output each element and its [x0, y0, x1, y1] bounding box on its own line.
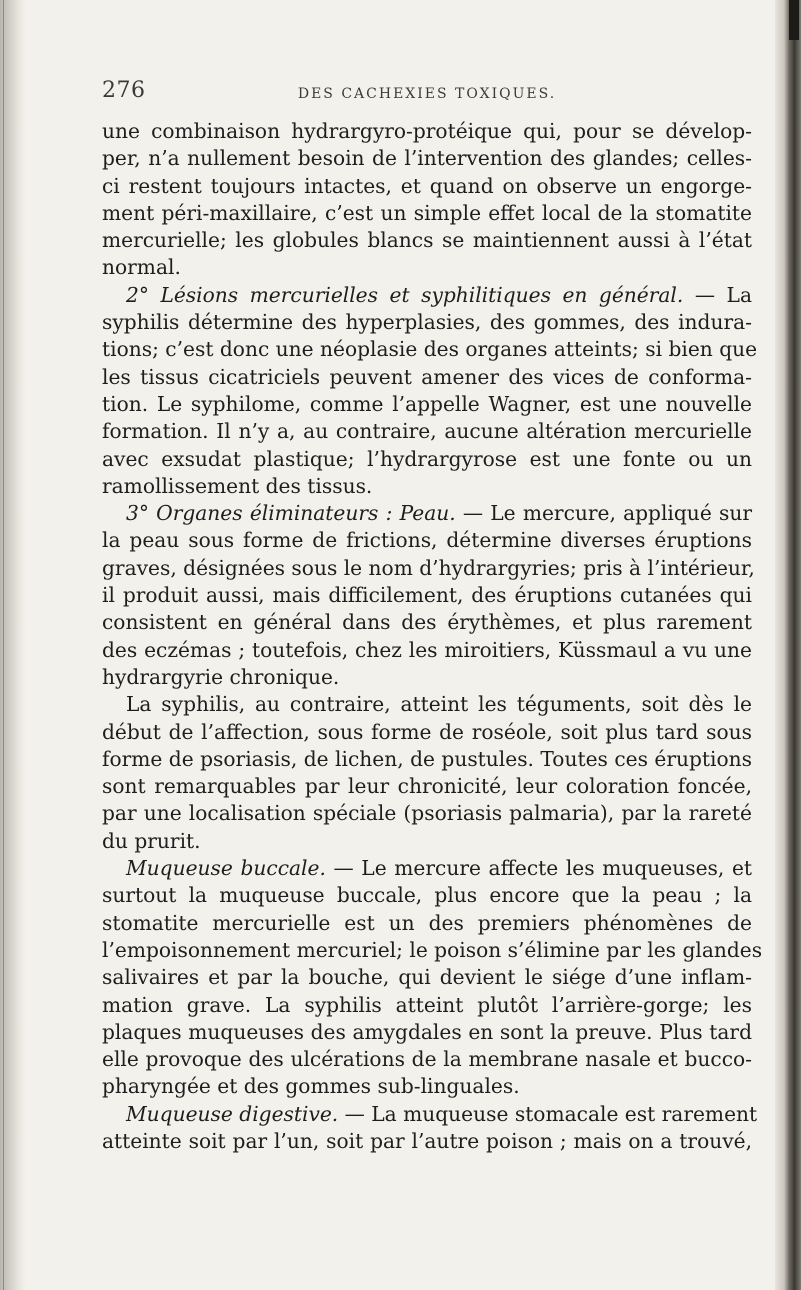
paragraph-2 [102, 282, 758, 500]
text-line: salivaires et par la bouche, qui devient le siége d’une inflam- [102, 965, 752, 990]
text-line: avec exsudat plastique; l’hydrargyrose est une fonte ou un [102, 446, 752, 471]
first-line-text: — Le mercure affecte les muqueuses, et [325, 856, 753, 881]
text-line: pharyngée et des gommes sub-linguales. [102, 1074, 520, 1099]
first-line-text: — La muqueuse stomacale est rarement [338, 1101, 758, 1126]
text-line: surtout la muqueuse buccale, plus encore que la peau ; la [102, 883, 752, 908]
first-line [102, 500, 752, 527]
paragraph-1 [102, 118, 752, 282]
text-line: ci restent toujours intactes, et quand on observe un engorge- [102, 173, 752, 198]
text-line: mercurielle; les globules blancs se maintiennent aussi à l’état [102, 228, 752, 253]
text-line: per, n’a nullement besoin de l’intervention des glandes; celles- [102, 146, 752, 171]
first-line [102, 855, 752, 882]
text-line: l’empoisonnement mercuriel; le poison s’élimine par les glandes [102, 937, 763, 962]
right-page-edge [775, 0, 801, 1290]
paragraph-3 [102, 500, 755, 691]
text-line: stomatite mercurielle est un des premiers phénomènes de [102, 910, 752, 935]
right-edge-mark [789, 0, 799, 40]
text-line: du prurit. [102, 828, 201, 853]
first-line-text: — Le mercure, appliqué sur [455, 501, 752, 526]
section-heading: 3° Organes éliminateurs : Peau. [126, 501, 456, 526]
paragraph-6 [102, 1101, 758, 1156]
text-line: il produit aussi, mais difficilement, des éruptions cutanées qui [102, 583, 752, 608]
text-line: formation. Il n’y a, au contraire, aucune altération mercurielle [102, 419, 752, 444]
text-line: la peau sous forme de frictions, détermine diverses éruptions [102, 528, 752, 553]
first-line [102, 282, 752, 309]
paragraph-5 [102, 855, 763, 1101]
text-line: consistent en général dans des érythèmes, et plus rarement [102, 610, 752, 635]
text-line: normal. [102, 255, 181, 280]
paragraph-4 [102, 691, 752, 855]
text-line: début de l’affection, sous forme de roséole, soit plus tard sous [102, 719, 752, 744]
text-line: syphilis détermine des hyperplasies, des gommes, des indura- [102, 310, 752, 335]
text-line: hydrargyrie chronique. [102, 664, 340, 689]
page-number: 276 [102, 78, 146, 103]
text-line: une combinaison hydrargyro-protéique qui, pour se dévelop- [102, 119, 752, 143]
text-line: des eczémas ; toutefois, chez les miroitiers, Küssmaul a vu une [102, 637, 752, 662]
text-line: forme de psoriasis, de lichen, de pustules. Toutes ces éruptions [102, 746, 752, 771]
text-line: ramollissement des tissus. [102, 473, 373, 498]
text-line: sont remarquables par leur chronicité, leur coloration foncée, [102, 774, 752, 799]
text-line: tion. Le syphilome, comme l’appelle Wagner, est une nouvelle [102, 391, 752, 416]
running-title: DES CACHEXIES TOXIQUES. [297, 86, 557, 102]
text-line: plaques muqueuses des amygdales en sont la preuve. Plus tard [102, 1019, 752, 1044]
text-line: elle provoque des ulcérations de la membrane nasale et bucco- [102, 1047, 752, 1072]
text-line: tions; c’est donc une néoplasie des organes atteints; si bien que [102, 337, 758, 362]
left-edge-line [3, 0, 4, 1290]
first-line [102, 1101, 758, 1128]
text-line: les tissus cicatriciels peuvent amener des vices de conforma- [102, 364, 752, 389]
first-line-text: — La [683, 282, 752, 307]
text-line: graves, désignées sous le nom d’hydrargyries; pris à l’intérieur, [102, 555, 755, 580]
text-line: par une localisation spéciale (psoriasis palmaria), par la rareté [102, 801, 752, 826]
section-heading: Muqueuse digestive. [126, 1101, 339, 1126]
text-line: atteinte soit par l’un, soit par l’autre poison ; mais on a trouvé, [102, 1128, 752, 1153]
body-text [102, 118, 763, 1155]
section-heading: Muqueuse buccale. [126, 856, 326, 881]
page-header [102, 78, 752, 112]
text-line: ment péri-maxillaire, c’est un simple effet local de la stomatite [102, 200, 752, 225]
text-line: La syphilis, au contraire, atteint les téguments, soit dès le [126, 692, 752, 717]
section-heading: 2° Lésions mercurielles et syphilitiques en général. [126, 282, 684, 307]
text-line: mation grave. La syphilis atteint plutôt l’arrière-gorge; les [102, 992, 752, 1017]
